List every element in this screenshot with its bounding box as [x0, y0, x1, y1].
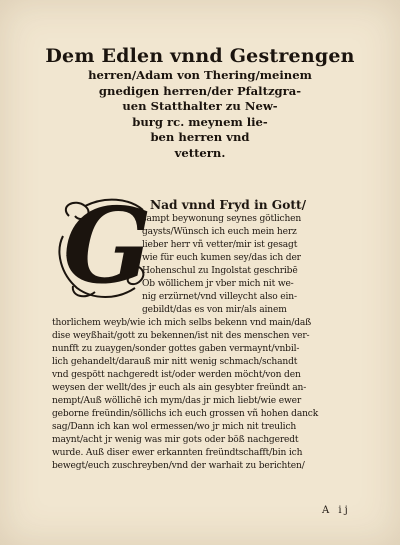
text-line: dise weyßhait/gott zu bekennen/ist nit des menschen ver- [52, 331, 310, 341]
text-line: bewegt/euch zuschreyben/vnd der warhait zu berichten/ [52, 461, 305, 471]
text-line: gebildt/das es von mir/als ainem [142, 305, 287, 315]
dedication-line: herren/Adam von Thering/meinem [88, 68, 312, 82]
dedication-line: vettern. [174, 145, 226, 160]
signature-mark: A ij [322, 505, 351, 516]
text-line: nig erzürnet/vnd villeycht also ein- [142, 292, 297, 302]
text-line: nunfft zu zuaygen/sonder gottes gaben vermaynt/vnbil- [52, 344, 300, 354]
text-line: lich gehandelt/darauß mir nitt wenig schmach/schandt [52, 357, 298, 367]
dedication-title: Dem Edlen vnnd Gestrengen [45, 45, 355, 67]
text-line: weysen der wellt/des jr euch als ain gesybter freündt an- [52, 383, 307, 393]
dedication-line: uen Statthalter zu New- [122, 99, 278, 114]
text-line: wie für euch kumen sey/das ich der [142, 253, 301, 263]
text-line: sampt beywonung seynes götlichen [142, 214, 302, 224]
dedication-line: burg rc. meynem lie- [132, 114, 268, 129]
text-line: Nad vnnd Fryd in Gott/ [150, 198, 307, 212]
text-line: Ob wöllichem jr vber mich nit we- [142, 279, 294, 289]
dedication-line: gnedigen herren/der Pfaltzgra- [98, 83, 302, 98]
initial-letter: G [63, 184, 152, 307]
text-line: thorlichem weyb/wie ich mich selbs bekenn vnd main/daß [52, 318, 312, 328]
text-line: vnd gespött nachgeredt ist/oder werden möcht/von den [52, 370, 301, 380]
text-line: wurde. Auß diser ewer erkannten freündtschafft/bin ich [52, 448, 303, 458]
text-line: Hohenschul zu Ingolstat geschribē [142, 266, 298, 276]
text-line: geborne freündin/söllichs ich euch grossen vñ hohen danck [52, 409, 319, 419]
text-line: sag/Dann ich kan wol ermessen/wo jr mich nit treulich [52, 422, 297, 432]
text-line: nempt/Auß wöllichē ich mym/das jr mich liebt/wie ewer [52, 396, 302, 406]
text-line: gaysts/Wünsch ich euch mein herz [142, 227, 297, 237]
dedication-line: ben herren vnd [150, 130, 250, 145]
text-line: lieber herr vñ vetter/mir ist gesagt [142, 240, 298, 250]
text-line: maynt/acht jr wenig was mir gots oder böß nachgeredt [52, 435, 299, 445]
